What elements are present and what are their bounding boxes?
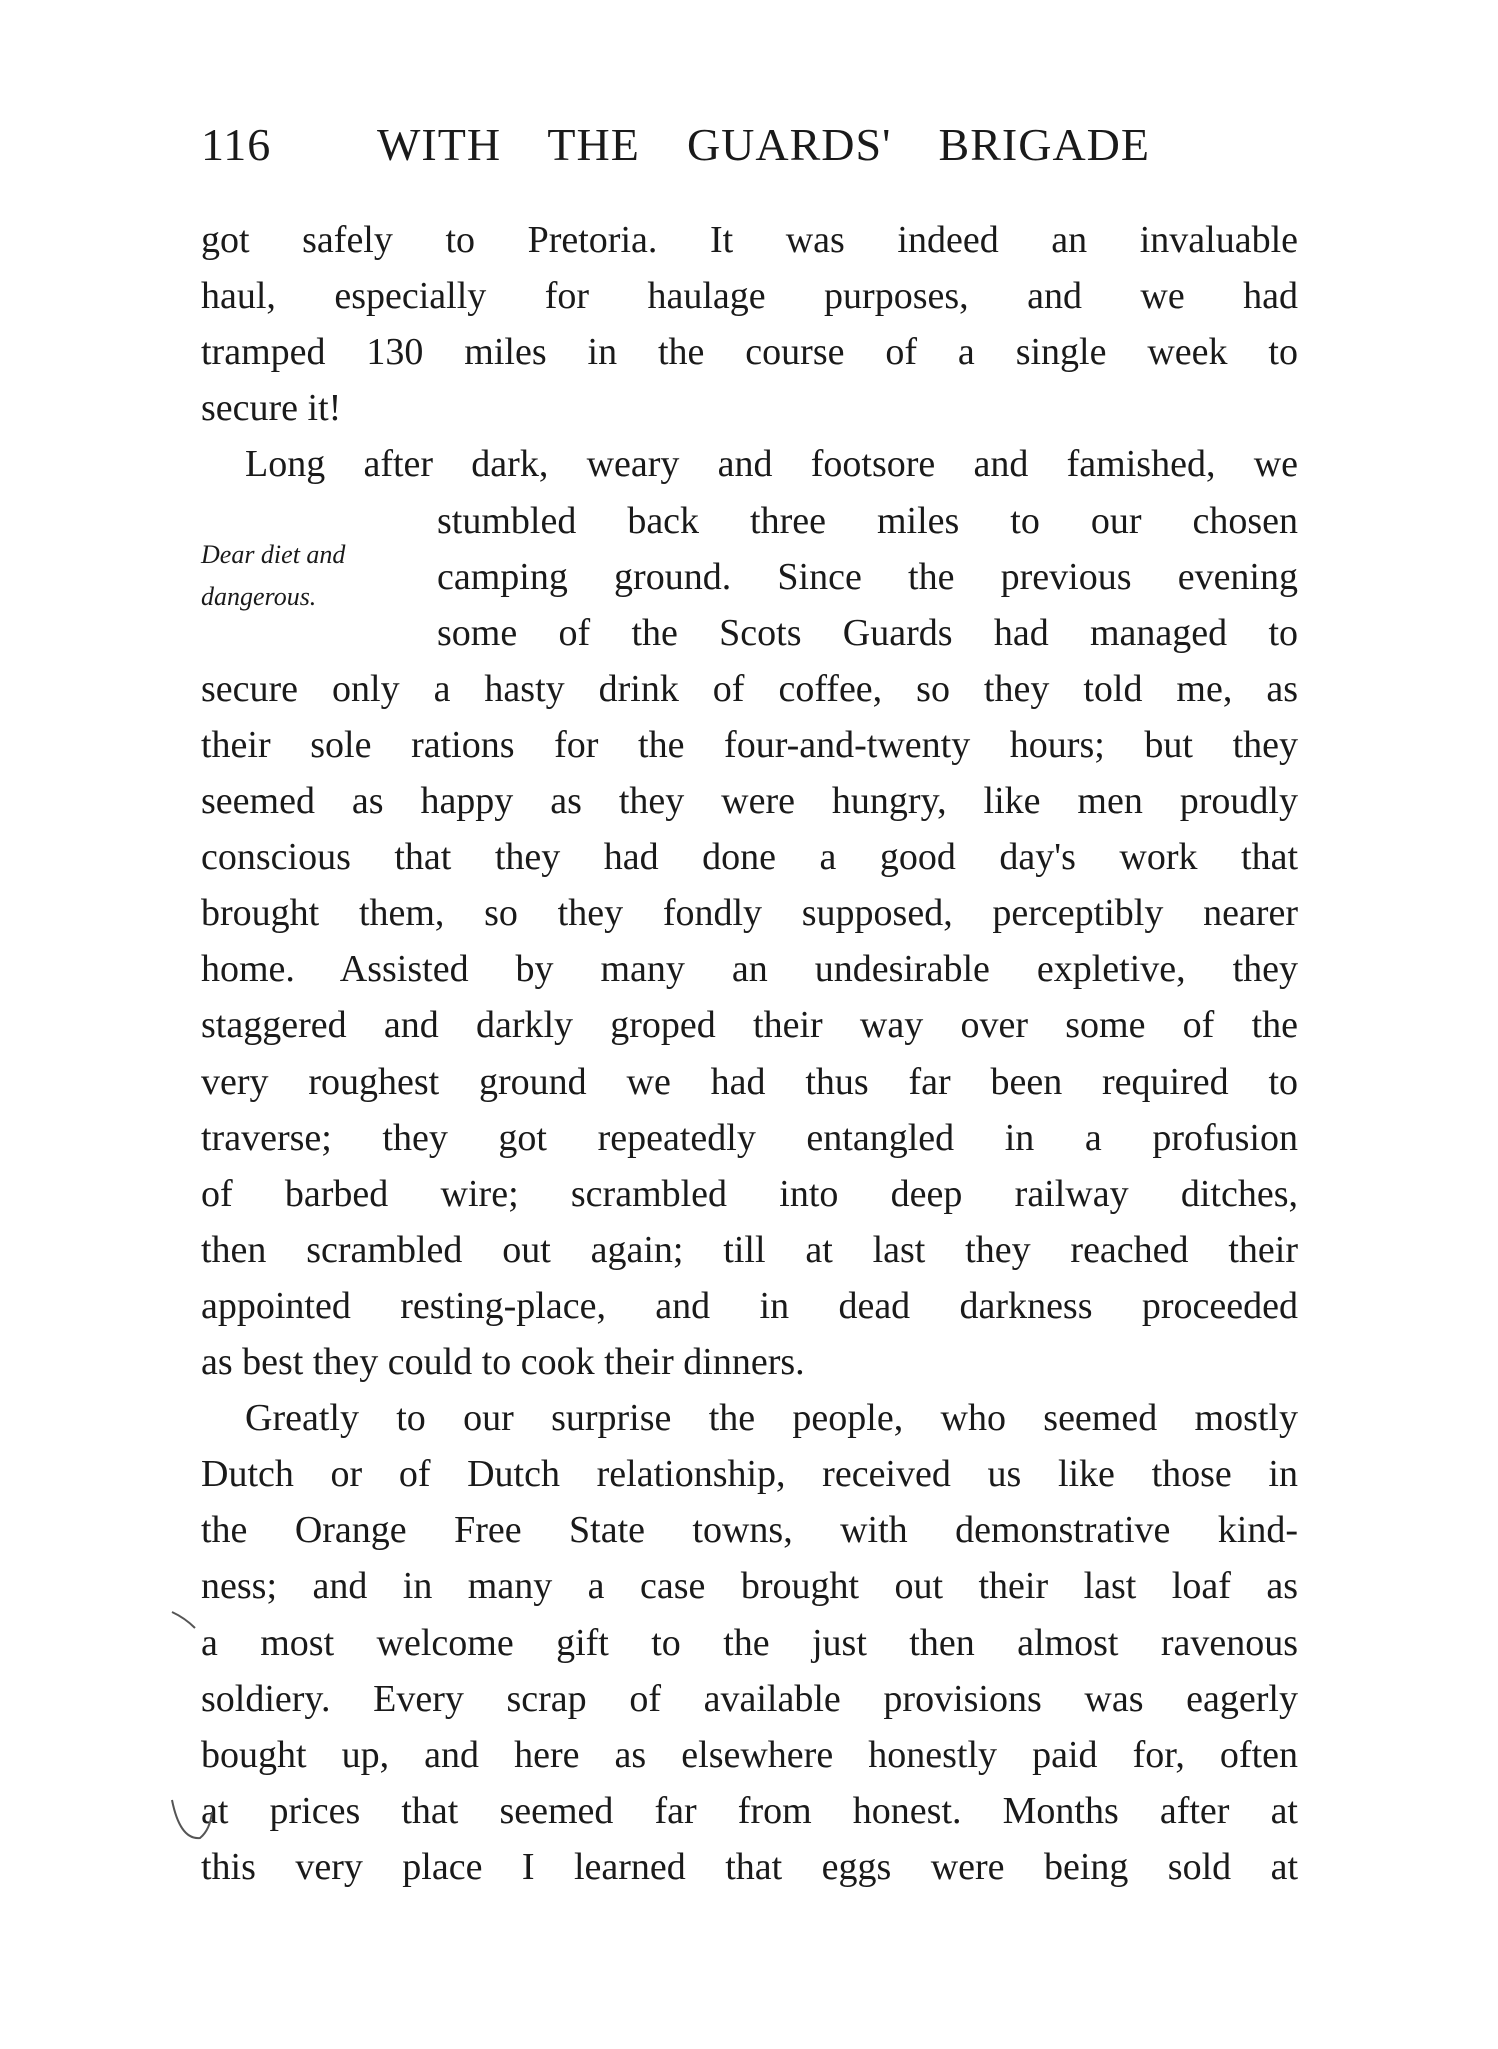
margin-note-line: Dear diet and bbox=[201, 540, 346, 569]
text-line: haul, especially for haulage purposes, and we had bbox=[201, 275, 1298, 318]
text-line: secure it! bbox=[201, 387, 342, 430]
text-line: traverse; they got repeatedly entangled in a profusion bbox=[201, 1116, 1298, 1159]
text-line: stumbled back three miles to our chosen bbox=[437, 499, 1298, 542]
text-line: at prices that seemed far from honest. Months after at bbox=[201, 1789, 1298, 1832]
text-line: conscious that they had done a good day's work that bbox=[201, 836, 1298, 879]
page-number: 116 bbox=[201, 119, 272, 170]
margin-note-line: dangerous. bbox=[201, 582, 317, 611]
text-line: tramped 130 miles in the course of a single week to bbox=[201, 331, 1298, 374]
text-line: as best they could to cook their dinners. bbox=[201, 1341, 805, 1383]
text-line: bought up, and here as elsewhere honestly paid for, often bbox=[201, 1733, 1298, 1776]
text-line: camping ground. Since the previous evening bbox=[437, 555, 1298, 598]
pencil-marks bbox=[0, 0, 300, 2049]
text-line: Greatly to our surprise the people, who seemed mostly bbox=[245, 1397, 1298, 1440]
text-line: seemed as happy as they were hungry, like men proudly bbox=[201, 780, 1298, 822]
text-line: of barbed wire; scrambled into deep railway ditches, bbox=[201, 1172, 1298, 1215]
text-line: home. Assisted by many an undesirable expletive, they bbox=[201, 948, 1298, 991]
text-line: their sole rations for the four-and-twenty hours; but they bbox=[201, 723, 1298, 766]
text-line: soldiery. Every scrap of available provisions was eagerly bbox=[201, 1677, 1298, 1720]
text-line: secure only a hasty drink of coffee, so they told me, as bbox=[201, 667, 1298, 710]
text-line: brought them, so they fondly supposed, perceptibly nearer bbox=[201, 892, 1298, 935]
text-line: some of the Scots Guards had managed to bbox=[437, 611, 1298, 654]
text-line: very roughest ground we had thus far been required to bbox=[201, 1060, 1298, 1103]
text-line: Long after dark, weary and footsore and famished, we bbox=[245, 443, 1298, 486]
text-line: Dutch or of Dutch relationship, received us like those in bbox=[201, 1453, 1298, 1496]
text-line: got safely to Pretoria. It was indeed an invaluable bbox=[201, 219, 1298, 261]
text-line: appointed resting-place, and in dead darkness proceeded bbox=[201, 1284, 1298, 1327]
text-line: then scrambled out again; till at last they reached their bbox=[201, 1228, 1298, 1271]
text-line: the Orange Free State towns, with demonstrative kind- bbox=[201, 1509, 1298, 1552]
running-title: WITH THE GUARDS' BRIGADE bbox=[377, 119, 1150, 170]
text-line: staggered and darkly groped their way over some of the bbox=[201, 1004, 1298, 1047]
text-line: ness; and in many a case brought out their last loaf as bbox=[201, 1565, 1298, 1608]
text-line: a most welcome gift to the just then almost ravenous bbox=[201, 1621, 1298, 1664]
text-line: this very place I learned that eggs were being sold at bbox=[201, 1845, 1298, 1888]
